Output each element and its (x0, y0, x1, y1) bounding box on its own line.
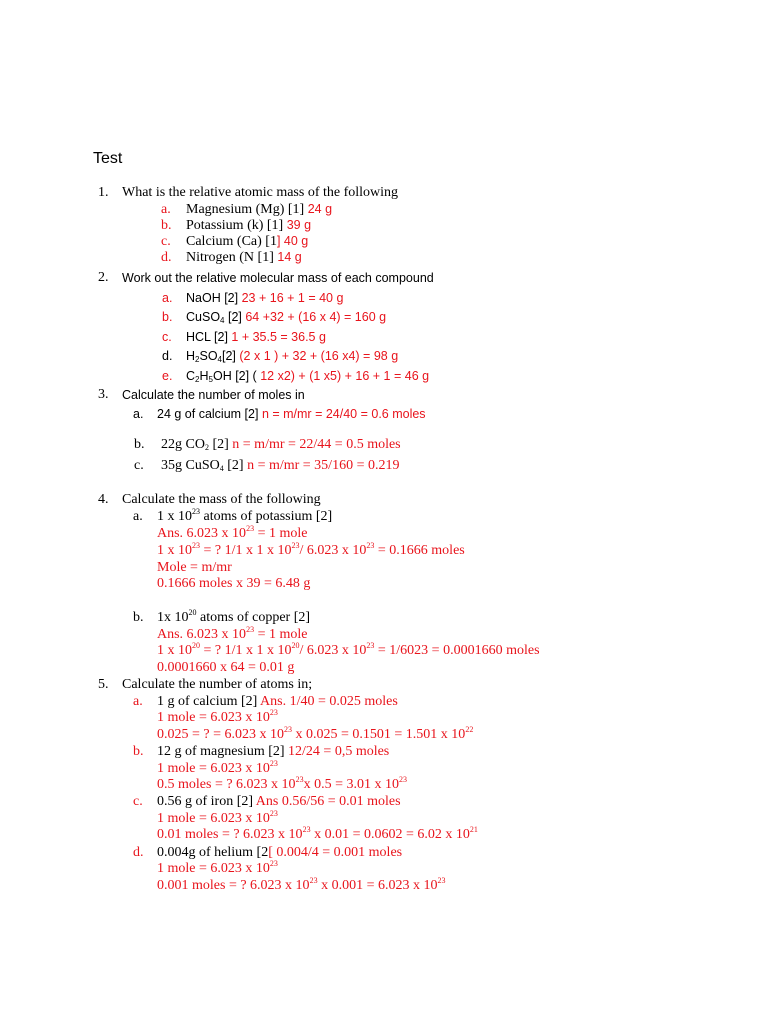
q4-a-line3: Mole = m/mr (157, 560, 232, 575)
q3-item-c-q1: 35g CuSO (161, 458, 220, 473)
q3-item-b-letter: b. (134, 437, 145, 452)
q2-item-c-question: HCL [2] (186, 330, 228, 344)
q5-c-l1a: 1 mole = 6.023 x 10 (157, 811, 270, 826)
q2-item-b-answer: 64 +32 + (16 x 4) = 160 g (245, 310, 387, 324)
q4-b-l2c: / 6.023 x 10 (299, 643, 367, 658)
q4-a-l1a: Ans. 6.023 x 10 (157, 526, 247, 541)
q5-b-question: 12 g of magnesium [2] (157, 744, 285, 759)
q5-d-l2b: x 0.001 = 6.023 x 10 (317, 878, 438, 893)
q4-a-l1b: = 1 mole (254, 526, 308, 541)
q1-item-d-answer: 14 g (277, 250, 302, 264)
q1-item-c-letter: c. (161, 234, 171, 249)
q4-item-b-letter: b. (133, 610, 144, 625)
q4-b-l2b: = ? 1/1 x 1 x 10 (200, 643, 292, 658)
q4-a-line2 (157, 541, 465, 558)
q3-item-a-letter: a. (133, 407, 144, 421)
q1-number: 1. (98, 185, 109, 200)
q2-item-b (186, 311, 386, 324)
q1-item-d-question: Nitrogen (N [1] (186, 250, 274, 265)
q1-item-a-letter: a. (161, 202, 171, 217)
q4-number: 4. (98, 492, 109, 507)
q5-d-line2 (157, 876, 446, 893)
q4-b-line2 (157, 641, 540, 658)
q2-item-d-letter: d. (162, 349, 173, 363)
q5-b-answer: 12/24 = 0,5 moles (288, 744, 390, 759)
q5-item-b-letter: b. (133, 744, 144, 759)
q3-item-a-question: 24 g of calcium [2] (157, 407, 259, 421)
q4-a-l2a: 1 x 10 (157, 543, 192, 558)
q4-b-l2a: 1 x 10 (157, 643, 192, 658)
q5-c-line2 (157, 825, 478, 842)
q2-text: Work out the relative molecular mass of each compound (122, 271, 434, 285)
q2-item-e-h-sub: 5 (208, 375, 213, 384)
q4-a-line4: 0.1666 moles x 39 = 6.48 g (157, 576, 311, 591)
q5-b-l1-exp: 23 (269, 759, 278, 768)
q5-a-question: 1 g of calcium [2] (157, 694, 258, 709)
q4-item-a (157, 507, 333, 524)
q5-a-l2b: x 0.025 = 0.1501 = 1.501 x 10 (292, 727, 466, 742)
q5-b-l2-exp2: 23 (398, 775, 407, 784)
q3-number: 3. (98, 387, 109, 402)
q5-c-line1 (157, 809, 278, 826)
q2-item-e-c-sub: 2 (195, 375, 200, 384)
q4-b-l1a: Ans. 6.023 x 10 (157, 627, 247, 642)
q4-item-a-letter: a. (133, 509, 143, 524)
q4-b-q-exp: 20 (188, 608, 197, 617)
q3-item-c (161, 459, 399, 473)
q1-item-d-letter: d. (161, 250, 172, 265)
q4-b-l1-exp: 23 (246, 625, 255, 634)
q2-item-e-c: C (186, 369, 196, 383)
q2-item-e-oh: OH [2] ( (212, 369, 257, 383)
q2-item-e-h: H (199, 369, 209, 383)
q5-c-l2-exp1: 23 (302, 825, 311, 834)
q4-b-l2-exp2: 20 (291, 641, 300, 650)
q5-a-l1a: 1 mole = 6.023 x 10 (157, 710, 270, 725)
q2-item-d-so-sub: 4 (217, 355, 222, 364)
q1-item-d (186, 251, 302, 265)
q1-item-c-question: Calcium (Ca) [1 (186, 234, 277, 249)
q5-c-l1-exp: 23 (269, 809, 278, 818)
q3-item-b-q2: [2] (208, 437, 229, 452)
q5-d-l1-exp: 23 (269, 859, 278, 868)
page-title: Test (93, 150, 123, 167)
q2-item-b-letter: b. (162, 310, 173, 324)
q4-item-b (157, 608, 311, 625)
q2-item-d-h-sub: 2 (195, 355, 200, 364)
q4-b-line3: 0.0001660 x 64 = 0.01 g (157, 660, 295, 675)
q2-item-a-letter: a. (162, 291, 173, 305)
q5-d-line1 (157, 859, 278, 876)
q2-item-a (186, 292, 343, 305)
q2-item-e (186, 370, 429, 383)
q2-item-b-sub: 4 (220, 316, 225, 325)
q4-b-l2-exp1: 20 (192, 641, 200, 650)
q2-item-e-letter: e. (162, 369, 173, 383)
q3-item-c-letter: c. (134, 458, 144, 473)
q5-a-line2 (157, 725, 474, 742)
q3-item-b-answer: n = m/mr = 22/44 = 0.5 moles (232, 437, 401, 452)
q4-a-q1: 1 x 10 (157, 509, 192, 524)
q1-item-a-answer: 24 g (307, 202, 333, 216)
q5-item-c (157, 795, 401, 809)
q1-item-b-question: Potassium (k) [1] (186, 218, 284, 233)
q1-item-a (186, 203, 332, 217)
q5-item-b (157, 745, 389, 759)
q5-item-c-letter: c. (133, 794, 143, 809)
q5-d-l2-exp1: 23 (309, 876, 318, 885)
q5-item-a (157, 695, 398, 709)
q5-c-l2a: 0.01 moles = ? 6.023 x 10 (157, 827, 303, 842)
q4-text: Calculate the mass of the following (122, 492, 321, 507)
q4-b-l2d: = 1/6023 = 0.0001660 moles (374, 643, 540, 658)
q5-d-l1a: 1 mole = 6.023 x 10 (157, 861, 270, 876)
q3-item-c-answer: n = m/mr = 35/160 = 0.219 (247, 458, 400, 473)
q4-b-q2: atoms of copper [2] (196, 610, 311, 625)
q4-a-l2b: = ? 1/1 x 1 x 10 (200, 543, 292, 558)
q5-c-l2b: x 0.01 = 0.0602 = 6.02 x 10 (310, 827, 470, 842)
q4-b-l1b: = 1 mole (254, 627, 308, 642)
q4-b-q1: 1x 10 (157, 610, 189, 625)
q2-item-d-answer: (2 x 1 ) + 32 + (16 x4) = 98 g (239, 349, 399, 363)
q1-item-b (186, 219, 311, 233)
q5-a-line1 (157, 708, 278, 725)
q2-item-d-h: H (186, 349, 196, 363)
q3-item-a-answer: n = m/mr = 24/40 = 0.6 moles (261, 407, 426, 421)
q2-item-d-q2: [2] (222, 349, 236, 363)
q4-a-l2d: = 0.1666 moles (374, 543, 465, 558)
q5-text: Calculate the number of atoms in; (122, 677, 313, 692)
q2-item-a-answer: 23 + 16 + 1 = 40 g (241, 291, 344, 305)
q5-d-answer: [ 0.004/4 = 0.001 moles (268, 845, 403, 860)
q2-item-b-q2: [2] (224, 310, 242, 324)
q3-item-b-sub: 2 (204, 443, 209, 452)
q3-text: Calculate the number of moles in (122, 388, 305, 402)
q3-item-a (157, 408, 426, 421)
q1-item-b-answer: 39 g (286, 218, 312, 232)
q5-b-l2b: x 0.5 = 3.01 x 10 (303, 777, 399, 792)
q5-c-answer: Ans 0.56/56 = 0.01 moles (255, 794, 401, 809)
q1-text: What is the relative atomic mass of the following (122, 185, 399, 200)
q1-item-c (186, 235, 308, 249)
q3-item-c-q2: [2] (223, 458, 244, 473)
q3-item-c-sub: 4 (219, 464, 224, 473)
q3-item-b (161, 438, 401, 452)
q5-b-l2a: 0.5 moles = ? 6.023 x 10 (157, 777, 296, 792)
q5-d-l2-exp2: 23 (437, 876, 446, 885)
q5-b-l1a: 1 mole = 6.023 x 10 (157, 761, 270, 776)
q4-a-l2-exp3: 23 (366, 541, 375, 550)
q5-item-a-letter: a. (133, 694, 143, 709)
q2-item-e-answer: 12 x2) + (1 x5) + 16 + 1 = 46 g (260, 369, 430, 383)
q4-a-l2-exp1: 23 (192, 541, 200, 550)
q2-item-a-question: NaOH [2] (186, 291, 239, 305)
q4-b-line1 (157, 625, 308, 642)
q5-c-question: 0.56 g of iron [2] (157, 794, 254, 809)
q2-number: 2. (98, 270, 109, 285)
q3-item-b-q1: 22g CO (161, 437, 205, 452)
q2-item-c-letter: c. (162, 330, 172, 344)
q5-a-l2a: 0.025 = ? = 6.023 x 10 (157, 727, 285, 742)
q5-item-d-letter: d. (133, 845, 144, 860)
q5-d-l2a: 0.001 moles = ? 6.023 x 10 (157, 878, 310, 893)
q5-b-line1 (157, 759, 278, 776)
q5-a-l2-exp1: 23 (284, 725, 293, 734)
q2-item-c-answer: 1 + 35.5 = 36.5 g (231, 330, 326, 344)
q5-a-l2-exp2: 22 (465, 725, 474, 734)
q2-item-d (186, 350, 398, 363)
q1-item-b-letter: b. (161, 218, 172, 233)
q4-a-line1 (157, 524, 308, 541)
q2-item-d-so: SO (199, 349, 218, 363)
q2-item-c (186, 331, 326, 344)
q4-a-l1-exp: 23 (246, 524, 255, 533)
q5-a-l1-exp: 23 (269, 708, 278, 717)
q5-b-line2 (157, 775, 407, 792)
q5-c-l2-exp2: 21 (469, 825, 478, 834)
q4-b-l2-exp3: 23 (366, 641, 375, 650)
q5-d-question: 0.004g of helium [2 (157, 845, 269, 860)
q5-b-l2-exp1: 23 (295, 775, 304, 784)
q4-a-l2c: / 6.023 x 10 (299, 543, 367, 558)
q5-item-d (157, 846, 402, 860)
q1-item-a-question: Magnesium (Mg) [1] (186, 202, 305, 217)
q5-number: 5. (98, 677, 109, 692)
q4-a-q-exp: 23 (192, 507, 200, 516)
q4-a-q2: atoms of potassium [2] (200, 509, 333, 524)
q1-item-c-answer: ] 40 g (276, 234, 309, 248)
q2-item-b-q1: CuSO (186, 310, 221, 324)
q5-a-answer: Ans. 1/40 = 0.025 moles (260, 694, 398, 709)
q4-a-l2-exp2: 23 (291, 541, 300, 550)
